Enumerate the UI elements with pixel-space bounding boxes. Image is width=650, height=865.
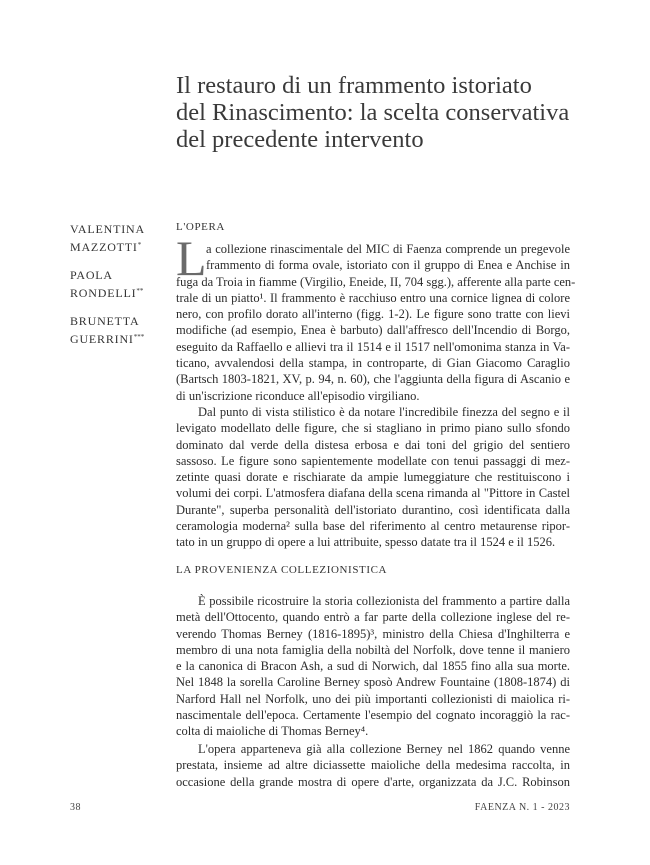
text-line: colta di maioliche di Thomas Berney⁴.: [176, 724, 369, 739]
paragraph-opera-1: [176, 241, 576, 404]
text-line: di un'iscrizione riconduce all'episodio virgiliano.: [176, 388, 420, 403]
text-line: È possibile ricostruire la storia collezionista del frammento a partire dalla: [198, 594, 570, 608]
text-line: ceramologia moderna² sulla base del riferimento al centro metaurense ripor-: [176, 519, 570, 534]
author-first-name: BRUNETTA: [70, 314, 140, 328]
author-note-mark: *: [137, 241, 142, 249]
text-line: levigato modellato delle figure, che si stagliano in primo piano sullo sfondo: [176, 421, 570, 436]
author: [70, 313, 170, 347]
author: [70, 267, 170, 301]
text-line: frammento di forma ovale, istoriato con il gruppo di Enea e Anchise in: [206, 258, 570, 273]
text-line: sassoso. Le figure sono sapientemente modellate con tenui passaggi di mez-: [176, 453, 570, 468]
author-last-name: MAZZOTTI*: [70, 240, 142, 254]
text-line: volumi dei corpi. L'atmosfera diafana della scena rimanda al "Pittore in Castel: [176, 486, 570, 501]
text-line: (Bartsch 1803-1821, XV, p. 94, n. 60), che l'aggiunta della figura di Ascanio e: [176, 372, 570, 387]
text-line: tato in un gruppo di opere a lui attribuite, spesso datate tra il 1524 e il 1526.: [176, 535, 556, 550]
journal-running-footer: FAENZA N. 1 - 2023: [474, 802, 570, 813]
text-line: zetinte quasi dorate e rischiarate da ampie lumeggiature che restituiscono i: [176, 470, 570, 485]
title-line: del Rinascimento: la scelta conservativa: [176, 99, 570, 126]
text-line: verendo Thomas Berney (1816-1895)³, ministro della Chiesa d'Inghilterra e: [176, 626, 570, 641]
page-number: 38: [70, 802, 81, 813]
text-line: fuga da Troia in fiamme (Virgilio, Eneide, II, 704 sgg.), afferente alla parte cen-: [176, 274, 576, 289]
text-line: occasione della grande mostra di opere d'arte, organizzata da J.C. Robinson: [176, 774, 570, 789]
paragraph-opera-2: [176, 404, 570, 551]
author: [70, 221, 170, 255]
text-line: Durante", superba personalità dell'istoriato durantino, così identificata dalla: [176, 502, 570, 517]
text-line: prestata, insieme ad altre diciassette maioliche della medesima raccolta, in: [176, 758, 570, 773]
author-last-name: GUERRINI***: [70, 332, 145, 346]
text-line: dominato dal verde della distesa erbosa e dai toni del grigio del sentiero: [176, 437, 570, 452]
author-first-name: VALENTINA: [70, 222, 145, 236]
text-line: eseguito da Raffaello e allievi tra il 1514 e il 1517 nell'omonima stanza in Va-: [176, 339, 570, 354]
author-note-mark: **: [136, 287, 144, 295]
title-line: Il restauro di un frammento istoriato: [176, 72, 532, 99]
author-list: [70, 221, 170, 359]
section-heading-opera: L'OPERA: [176, 221, 225, 233]
text-line: trale di un piatto¹. Il frammento è racchiuso entro una cornice lignea di colore: [176, 290, 570, 305]
paragraph-provenienza-1: [176, 593, 570, 740]
text-line: Dal punto di vista stilistico è da notare l'incredibile finezza del segno e il: [198, 405, 570, 419]
author-note-mark: ***: [133, 333, 145, 341]
section-heading-provenienza: LA PROVENIENZA COLLEZIONISTICA: [176, 564, 388, 576]
text-line: nero, con profilo dorato all'interno (figg. 1-2). Le figure sono tratte con lievi: [176, 307, 570, 322]
text-line: metà dell'Ottocento, quando entrò a far parte della collezione inglese del re-: [176, 610, 570, 625]
author-last-name: RONDELLI**: [70, 286, 144, 300]
text-line: Nel 1848 la sorella Caroline Berney sposò Andrew Fountaine (1808-1874) di: [176, 675, 570, 690]
text-line: a collezione rinascimentale del MIC di Faenza comprende un pregevole: [206, 242, 570, 256]
drop-cap: L: [176, 230, 207, 286]
text-line: L'opera apparteneva già alla collezione Berney nel 1862 quando venne: [198, 742, 570, 756]
title-line: del precedente intervento: [176, 126, 424, 153]
text-line: modifiche (ad esempio, Enea è barbuto) dall'affresco dell'Incendio di Borgo,: [176, 323, 570, 338]
text-line: nascimentale dell'epoca. Certamente l'esempio del cognato incoraggiò la rac-: [176, 708, 570, 723]
text-line: membro di una nota famiglia della nobiltà del Norfolk, dove tenne il maniero: [176, 642, 570, 657]
text-line: ticano, avvalendosi della stampa, in controparte, di Gian Giacomo Caraglio: [176, 356, 570, 371]
paragraph-provenienza-2: [176, 741, 570, 790]
text-line: Narford Hall nel Norfolk, uno dei più importanti collezionisti di maiolica ri-: [176, 691, 570, 706]
text-line: e la canonica di Bracon Ash, a sud di Norwich, dal 1855 fino alla sua morte.: [176, 659, 570, 674]
article-title: [176, 72, 596, 153]
author-first-name: PAOLA: [70, 268, 113, 282]
